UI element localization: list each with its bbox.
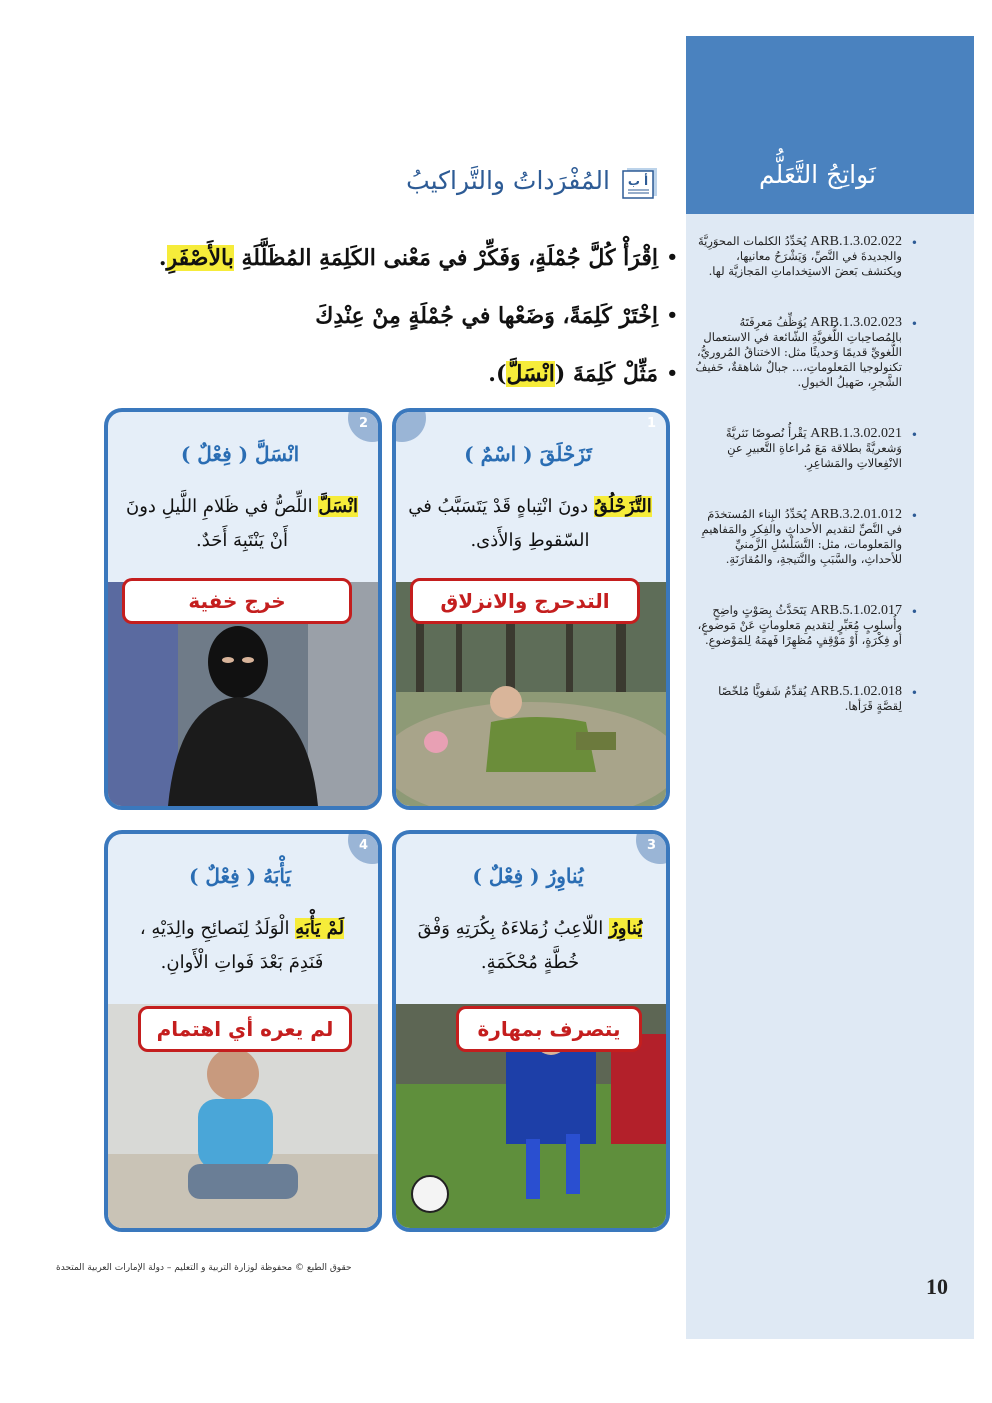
vocab-card-3 — [392, 830, 670, 1232]
card-heading: يَأْبَهُ ( فِعْلٌ ) — [188, 864, 292, 888]
outcomes-list — [692, 234, 918, 750]
outcome-item: • ARB.1.3.02.022 يُحَدِّدُ الكلمات المحوَرِيَّةَ والجديدةَ في النَّصِّ، وَيَشْرَحُ معانيها، ويكتشف بَعضَ الاستِخداماتِ المَجازيَّة لها. — [697, 234, 918, 278]
card-sentence: يُناوِرُ اللّاعِبُ زُمَلاءَهُ بِكُرَتِهِ وَفْقَ خُطَّةٍ مُحْكَمَةٍ. — [417, 918, 643, 973]
card-number: 2 — [358, 416, 368, 431]
meaning-label: يتصرف بمهارة — [456, 1006, 642, 1052]
meaning-label: التدحرج والانزلاق — [410, 578, 640, 624]
copyright-footer: حقوق الطبع © محفوظة لوزارة التربية و التعليم – دولة الإمارات العربية المتحدة — [56, 1263, 352, 1273]
outcome-item: • ARB.5.1.02.018 يُقدِّمُ شَفويًّا مُلخّصًا لِقصَّةٍ قَرَأها. — [718, 684, 918, 713]
outcome-item: • ARB.5.1.02.017 يَتَحَدَّثُ بِصَوْتٍ واضِحٍ وأُسلوبٍ مُعَبِّرٍ لِتقديمِ مَعلوماتٍ عَنْ مَوضوعٍ، أو فِكْرَةٍ، أَوْ مَوْقِفٍ مُظهِرًا فَهمَهُ لِلمَوْضوعِ. — [697, 603, 918, 647]
outcome-text: يُوَظِّفُ مَعرِفَتَهُ بالمُصاحِباتِ اللُّغويَّةِ الشّائعة في الاستعمال اللُّغويِّ قديمًا وَحديثًا مثل: الاختناقُ المُروريُّ، تكنولوجيا المَعلوماتِ،... جبالٌ شاهقةٌ، حَفيفُ الشَّجرِ، صَهيلُ الخيولِ. — [695, 315, 902, 389]
meaning-label: خرج خفية — [122, 578, 352, 624]
meaning-label: لم يعره أي اهتمام — [138, 1006, 352, 1052]
outcome-item: • ARB.1.3.02.021 يَقْرأُ نُصوصًا نَثريَّةً وَشعريَّةً بطلاقة مَعَ مُراعاةِ التَّعبيرِ عنِ الانْفِعالاتِ والمَشاعِرِ. — [725, 426, 918, 470]
vocab-card-1 — [392, 408, 670, 810]
card-sentence: انْسَلَّ اللِّصُّ في ظَلامِ اللَّيلِ دونَ أَنْ يَنْتَبِهَ أَحَدٌ. — [125, 496, 359, 551]
outcome-text: يُحَدِّدُ الكلمات المحوَرِيَّةَ والجديدةَ في النَّصِّ، وَيَشْرَحُ معانيها، ويكتشف بَعضَ الاستِخداماتِ المَجازيَّة لها. — [697, 234, 902, 278]
card-heading: انْسَلَّ ( فِعْلٌ ) — [180, 442, 300, 466]
instructions-list — [98, 238, 678, 412]
outcome-code: ARB.1.3.02.023 — [810, 315, 902, 330]
section-icon-letters: أ ب — [627, 174, 649, 188]
section-title: المُفْرَداتُ والتَّراكيبُ — [406, 166, 610, 195]
outcome-code: ARB.1.3.02.021 — [810, 426, 902, 441]
vocab-card-2 — [104, 408, 382, 810]
outcome-code: ARB.3.2.01.012 — [810, 507, 902, 522]
highlighted-word: انْسَلَّ — [506, 361, 555, 387]
sidebar-title: نَواتِجُ التَّعَلُّم — [759, 160, 876, 189]
page-number: 10 — [926, 1274, 948, 1299]
card-number: 3 — [646, 838, 656, 853]
card-number: 4 — [358, 838, 368, 853]
outcome-code: ARB.5.1.02.017 — [810, 603, 902, 618]
outcome-code: ARB.5.1.02.018 — [810, 684, 902, 699]
card-sentence: التَّزَحْلُقُ دونَ انْتِباهٍ قَدْ يَتَسَبَّبُ في السّقوطِ وَالأَذى. — [408, 496, 652, 551]
outcome-text: يُحَدِّدُ البِناء المُستخدَمَ في النَّصِّ لتقديم الأحداثِ والفِكرِ والمَفاهيمِ والمَعلومات، مثل: التَّسَلْسُلِ الزَّمنيِّ للأحداثِ، والسَّبَبِ والنَّتيجةِ، والمُقارَنَةِ. — [701, 507, 902, 566]
highlighted-word: بالأَصْفَرِ — [166, 245, 234, 271]
card-sentence: لَمْ يَأْبَهِ الْوَلَدُ لِنَصائِحِ والِدَيْهِ ، فَنَدِمَ بَعْدَ فَواتِ الْأَوانِ. — [139, 918, 345, 973]
card-heading: يُناوِرُ ( فِعْلٌ ) — [472, 864, 584, 888]
instruction-item: • اِخْتَرْ كَلِمَةً، وَضَعْها في جُمْلَةٍ مِنْ عِنْدِكَ — [315, 303, 678, 329]
card-number: 1 — [646, 416, 656, 431]
learning-outcomes-sidebar — [686, 36, 974, 1339]
vocabulary-book-icon — [619, 166, 659, 200]
outcome-item: • ARB.1.3.02.023 يُوَظِّفُ مَعرِفَتَهُ بالمُصاحِباتِ اللُّغويَّةِ الشّائعة في الاستعمال اللُّغويِّ قديمًا وَحديثًا مثل: الاختناقُ المُروريُّ، تكنولوجيا المَعلوماتِ،... جبالٌ شاهقةٌ، حَفيفُ الشَّجرِ، صَهيلُ الخيولِ. — [695, 315, 918, 389]
outcome-item: • ARB.3.2.01.012 يُحَدِّدُ البِناء المُستخدَمَ في النَّصِّ لتقديم الأحداثِ والفِكرِ والمَفاهيمِ والمَعلومات، مثل: التَّسَلْسُلِ الزَّمنيِّ للأحداثِ، والسَّبَبِ والنَّتيجةِ، والمُقارَنَةِ. — [701, 507, 918, 566]
card-heading: تَزَحْلَقَ ( اسْمٌ ) — [464, 442, 592, 466]
outcome-code: ARB.1.3.02.022 — [810, 234, 902, 249]
outcome-text: يُقدِّمُ شَفويًّا مُلخّصًا لِقصَّةٍ قَرَأها. — [718, 684, 902, 713]
vocab-card-4 — [104, 830, 382, 1232]
instruction-item: • مَثِّلْ كَلِمَةَ (انْسَلَّ). — [488, 361, 678, 387]
sidebar-header — [686, 36, 974, 214]
outcome-text: يَتَحَدَّثُ بِصَوْتٍ واضِحٍ وأُسلوبٍ مُعَبِّرٍ لِتقديمِ مَعلوماتٍ عَنْ مَوضوعٍ، أو فِكْرَةٍ، أَوْ مَوْقِفٍ مُظهِرًا فَهمَهُ لِلمَوْضوعِ. — [697, 603, 902, 647]
outcome-text: يَقْرأُ نُصوصًا نَثريَّةً وَشعريَّةً بطلاقة مَعَ مُراعاةِ التَّعبيرِ عنِ الانْفِعالاتِ والمَشاعِرِ. — [725, 426, 902, 470]
instruction-item: • اِقْرَأْ كُلَّ جُمْلَةٍ، وَفَكِّرْ في مَعْنى الكَلِمَةِ المُظَلَّلَةِ بالأَصْفَرِ. — [158, 245, 678, 271]
